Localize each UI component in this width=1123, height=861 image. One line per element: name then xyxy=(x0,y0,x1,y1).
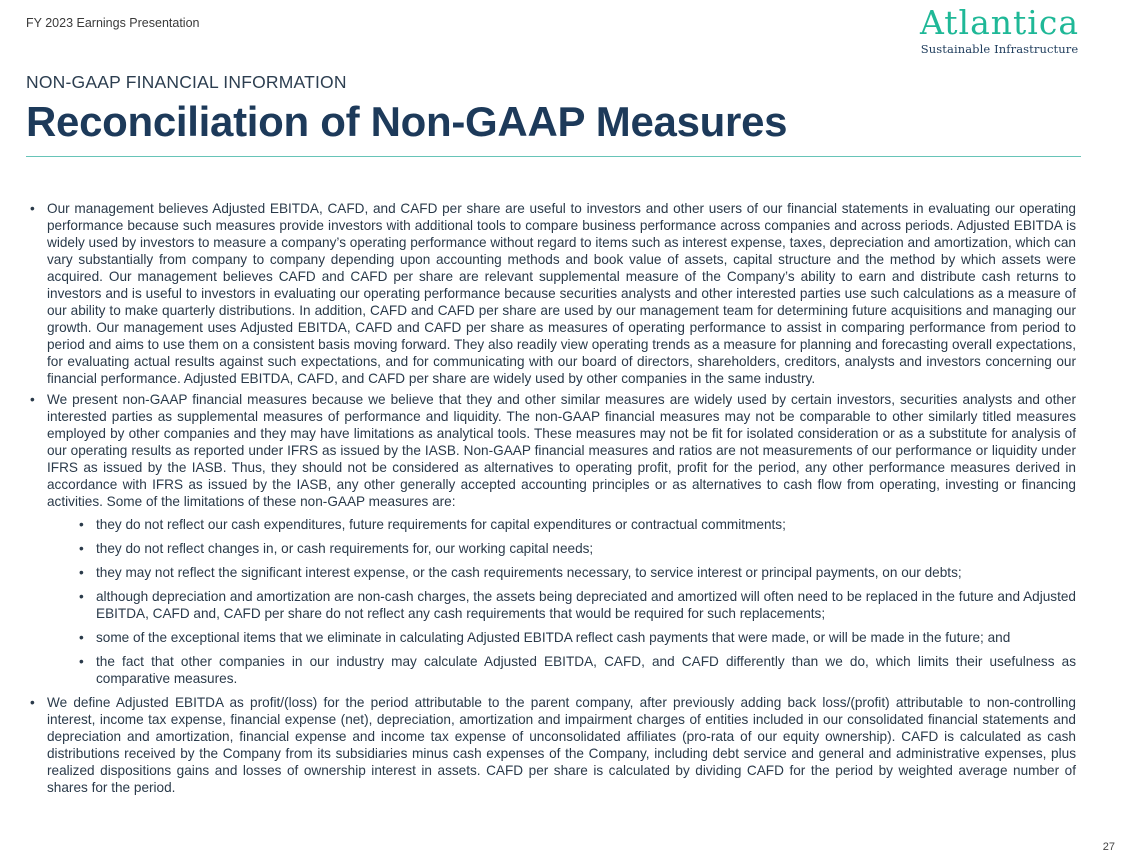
bullet-non-gaap-limitations: • We present non-GAAP financial measures because we believe that they and other similar measures are widely used by certain investors, securities analysts and other interested parties as supplemental measures of performance and liquidity. The non-GAAP financial measures may not be comparable to other similarly titled measures employed by other companies and they may have limitations as analytical tools. These measures may not be fit for isolated consideration or as a substitute for analysis of our operating results as reported under IFRS as issued by the IASB. Non-GAAP financial measures and ratios are not measurements of our performance or liquidity under IFRS as issued by the IASB. Thus, they should not be considered as alternatives to operating profit, profit for the period, any other performance measures derived in accordance with IFRS as issued by the IASB, any other generally accepted accounting principles or as alternatives to cash flow from operating, investing or financing activities. Some of the limitations of these non-GAAP measures are: xyxy=(26,391,1076,510)
section-label: NON-GAAP FINANCIAL INFORMATION xyxy=(26,72,347,92)
limitations-list xyxy=(26,516,1076,687)
presentation-title: FY 2023 Earnings Presentation xyxy=(26,16,200,30)
content-body xyxy=(26,200,1076,800)
list-item: • the fact that other companies in our industry may calculate Adjusted EBITDA, CAFD, and CAFD differently than we do, which limits their usefulness as comparative measures. xyxy=(26,653,1076,687)
title-divider xyxy=(26,156,1081,157)
logo-wordmark: Atlantica xyxy=(920,3,1079,42)
list-item: • they may not reflect the significant interest expense, or the cash requirements necessary, to service interest or principal payments, on our debts; xyxy=(26,564,1076,581)
list-item: • some of the exceptional items that we eliminate in calculating Adjusted EBITDA reflect cash payments that were made, or will be made in the future; and xyxy=(26,629,1076,646)
list-item: • although depreciation and amortization are non-cash charges, the assets being depreciated and amortized will often need to be replaced in the future and Adjusted EBITDA, CAFD and, CAFD per share do not reflect any cash requirements that would be required for such replacements; xyxy=(26,588,1076,622)
bullet-definitions: • We define Adjusted EBITDA as profit/(loss) for the period attributable to the parent company, after previously adding back loss/(profit) attributable to non-controlling interest, income tax expense, financial expense (net), depreciation, amortization and impairment charges of entities included in our consolidated financial statements and depreciation and amortization, financial expense and income tax expense of unconsolidated affiliates (pro-rata of our equity ownership). CAFD is calculated as cash distributions received by the Company from its subsidiaries minus cash expenses of the Company, including debt service and general and administrative expenses, plus realized dispositions gains and losses of ownership interest in assets. CAFD per share is calculated by dividing CAFD for the period by weighted average number of shares for the period. xyxy=(26,694,1076,796)
page-number: 27 xyxy=(1102,841,1115,853)
list-item: • they do not reflect changes in, or cash requirements for, our working capital needs; xyxy=(26,540,1076,557)
bullet-management-belief: • Our management believes Adjusted EBITDA, CAFD, and CAFD per share are useful to investors and other users of our financial statements in evaluating our operating performance because such measures provide investors with additional tools to compare business performance across companies and across periods. Adjusted EBITDA is widely used by investors to measure a company’s operating performance without regard to items such as interest expense, taxes, depreciation and amortization, which can vary substantially from company to company depending upon accounting methods and book value of assets, capital structure and the method by which assets were acquired. Our management believes CAFD and CAFD per share are relevant supplemental measure of the Company’s ability to earn and distribute cash returns to investors and is useful to investors in evaluating our operating performance because securities analysts and other interested parties use such calculations as a measure of our ability to make quarterly distributions. In addition, CAFD and CAFD per share are used by our management team for determining future acquisitions and managing our growth. Our management uses Adjusted EBITDA, CAFD and CAFD per share as measures of operating performance to assist in comparing performance from period to period and aims to use them on a consistent basis moving forward. They also readily view operating trends as a measure for planning and forecasting overall expectations, for evaluating actual results against such expectations, and for communicating with our board of directors, shareholders, creditors, analysts and investors concerning our financial performance. Adjusted EBITDA, CAFD, and CAFD per share are widely used by other companies in the same industry. xyxy=(26,200,1076,387)
list-item: • they do not reflect our cash expenditures, future requirements for capital expenditures or contractual commitments; xyxy=(26,516,1076,533)
logo-tagline: Sustainable Infrastructure xyxy=(920,42,1079,56)
page-title: Reconciliation of Non-GAAP Measures xyxy=(26,98,788,145)
company-logo xyxy=(920,3,1079,56)
